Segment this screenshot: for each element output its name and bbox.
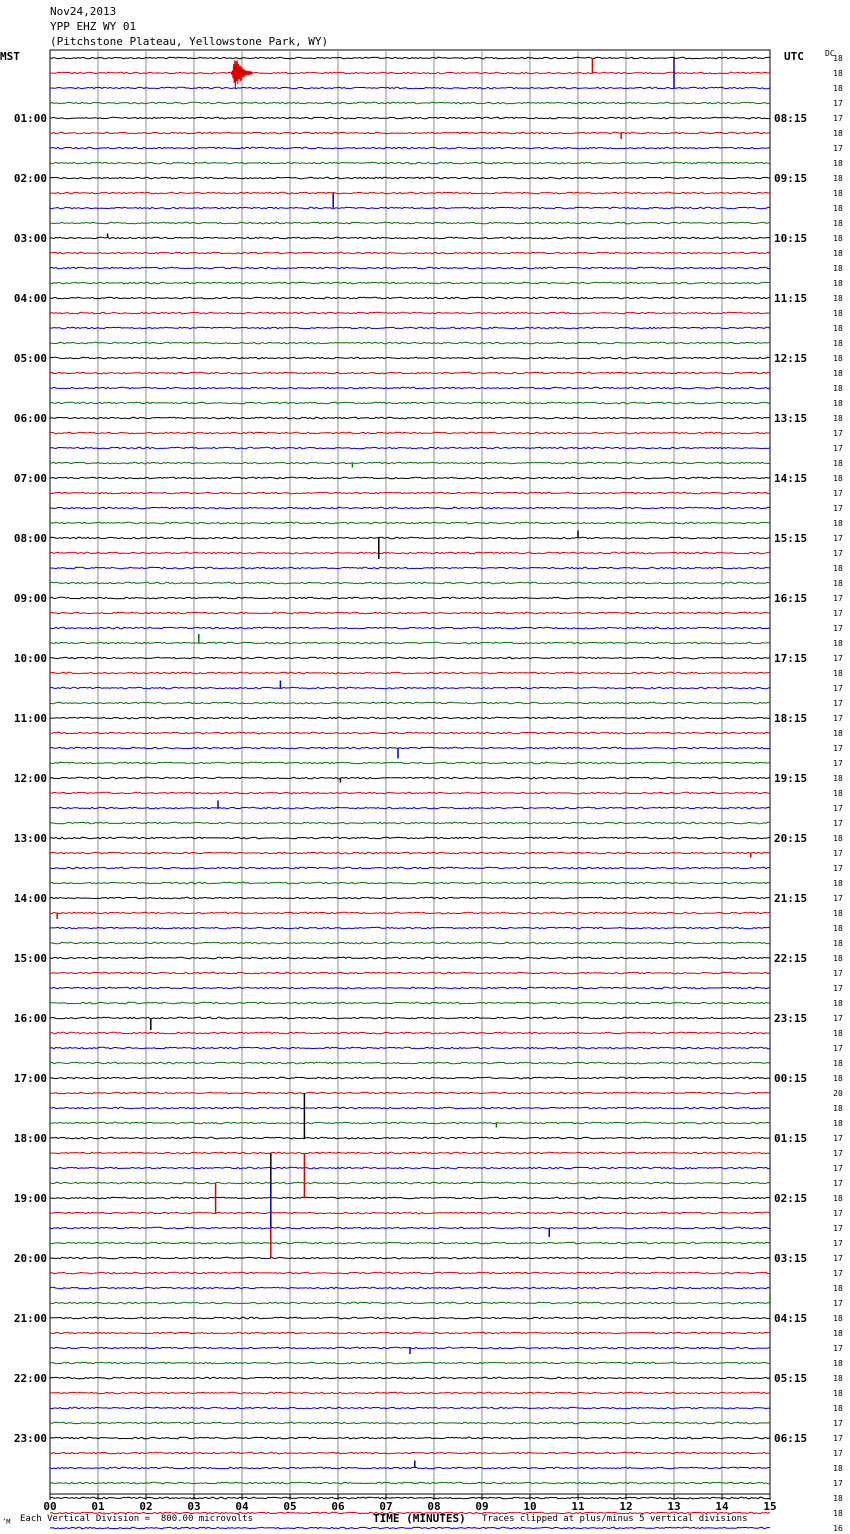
mst-hour-label: 04:00 bbox=[13, 292, 47, 305]
utc-hour-label: 12:15 bbox=[774, 352, 808, 365]
dc-offset-label: 18 bbox=[833, 309, 843, 318]
mst-hour-label: 14:00 bbox=[13, 892, 47, 905]
dc-offset-label: 18 bbox=[833, 249, 843, 258]
dc-offset-label: 17 bbox=[833, 549, 843, 558]
dc-offset-label: 18 bbox=[833, 564, 843, 573]
dc-offset-label: 17 bbox=[833, 654, 843, 663]
trace-line bbox=[50, 147, 770, 149]
dc-offset-label: 17 bbox=[833, 99, 843, 108]
trace-line bbox=[50, 882, 770, 884]
x-tick-label: 13 bbox=[667, 1500, 681, 1513]
trace-line bbox=[50, 357, 770, 359]
trace-line bbox=[50, 402, 770, 404]
trace-line bbox=[50, 432, 770, 434]
dc-offset-label: 17 bbox=[833, 1149, 843, 1158]
mst-hour-label: 20:00 bbox=[13, 1252, 47, 1265]
trace-line bbox=[50, 1122, 770, 1124]
trace-line bbox=[50, 837, 770, 839]
mst-hour-label: 18:00 bbox=[13, 1132, 47, 1145]
x-tick-label: 12 bbox=[619, 1500, 633, 1513]
mst-hour-label: 15:00 bbox=[13, 952, 47, 965]
trace-line bbox=[50, 987, 770, 989]
dc-offset-label: 18 bbox=[833, 1059, 843, 1068]
trace-line bbox=[50, 387, 770, 389]
dc-offset-label: 20 bbox=[833, 1089, 843, 1098]
x-tick-label: 11 bbox=[571, 1500, 585, 1513]
dc-offset-label: 18 bbox=[833, 339, 843, 348]
trace-line bbox=[50, 1332, 770, 1334]
dc-offset-label: 17 bbox=[833, 759, 843, 768]
dc-offset-label: 17 bbox=[833, 534, 843, 543]
trace-line bbox=[50, 282, 770, 284]
dc-offset-label: 18 bbox=[833, 1284, 843, 1293]
trace-line bbox=[50, 1362, 770, 1364]
dc-offset-label: 17 bbox=[833, 1449, 843, 1458]
trace-line bbox=[50, 777, 770, 779]
dc-offset-label: 18 bbox=[833, 459, 843, 468]
trace-line bbox=[50, 1062, 770, 1064]
trace-line bbox=[50, 702, 770, 704]
trace-line bbox=[50, 1317, 770, 1319]
trace-line bbox=[50, 117, 770, 119]
clip-note: Traces clipped at plus/minus 5 vertical divisions bbox=[482, 1514, 748, 1524]
dc-offset-label: 17 bbox=[833, 744, 843, 753]
corner-mark: ’M bbox=[2, 1518, 11, 1526]
trace-line bbox=[50, 1407, 770, 1409]
mst-hour-label: 19:00 bbox=[13, 1192, 47, 1205]
mst-hour-label: 21:00 bbox=[13, 1312, 47, 1325]
x-tick-label: 09 bbox=[475, 1500, 489, 1513]
mst-hour-label: 23:00 bbox=[13, 1432, 47, 1445]
dc-offset-label: 17 bbox=[833, 444, 843, 453]
dc-offset-label: 18 bbox=[833, 879, 843, 888]
utc-hour-label: 02:15 bbox=[774, 1192, 808, 1205]
trace-line bbox=[50, 342, 770, 344]
trace-line bbox=[50, 1302, 770, 1304]
trace-line bbox=[50, 537, 770, 539]
dc-offset-label: 18 bbox=[833, 324, 843, 333]
dc-offset-label: 18 bbox=[833, 789, 843, 798]
dc-offset-label: 17 bbox=[833, 1164, 843, 1173]
trace-line bbox=[50, 897, 770, 899]
dc-offset-label: 17 bbox=[833, 1179, 843, 1188]
dc-offset-label: 18 bbox=[833, 1074, 843, 1083]
trace-line bbox=[50, 717, 770, 719]
dc-offset-label: 16 bbox=[833, 1524, 843, 1533]
trace-line bbox=[50, 852, 770, 854]
utc-hour-label: 13:15 bbox=[774, 412, 808, 425]
mst-hour-label: 13:00 bbox=[13, 832, 47, 845]
dc-offset-label: 17 bbox=[833, 804, 843, 813]
x-tick-label: 04 bbox=[235, 1500, 249, 1513]
trace-line bbox=[50, 1017, 770, 1019]
trace-line bbox=[50, 372, 770, 374]
dc-offset-label: 17 bbox=[833, 429, 843, 438]
mst-hour-label: 07:00 bbox=[13, 472, 47, 485]
utc-hour-label: 15:15 bbox=[774, 532, 808, 545]
dc-offset-label: 18 bbox=[833, 279, 843, 288]
dc-offset-label: 18 bbox=[833, 84, 843, 93]
trace-line bbox=[50, 327, 770, 329]
dc-offset-label: 18 bbox=[833, 1374, 843, 1383]
utc-hour-label: 03:15 bbox=[774, 1252, 808, 1265]
dc-offset-label: 17 bbox=[833, 504, 843, 513]
trace-line bbox=[50, 1197, 770, 1199]
dc-offset-label: 18 bbox=[833, 219, 843, 228]
trace-line bbox=[50, 312, 770, 314]
trace-line bbox=[50, 867, 770, 869]
trace-line bbox=[50, 1422, 770, 1424]
utc-hour-label: 18:15 bbox=[774, 712, 808, 725]
trace-line bbox=[50, 222, 770, 224]
dc-offset-label: 17 bbox=[833, 969, 843, 978]
trace-line bbox=[50, 162, 770, 164]
dc-offset-label: 17 bbox=[833, 864, 843, 873]
x-tick-label: 02 bbox=[139, 1500, 153, 1513]
dc-offset-label: 17 bbox=[833, 714, 843, 723]
dc-offset-label: 17 bbox=[833, 894, 843, 903]
dc-offset-label: 17 bbox=[833, 1224, 843, 1233]
dc-offset-label: 18 bbox=[833, 54, 843, 63]
dc-offset-label: 17 bbox=[833, 984, 843, 993]
dc-offset-label: 18 bbox=[833, 669, 843, 678]
dc-offset-label: 17 bbox=[833, 144, 843, 153]
trace-line bbox=[50, 267, 770, 269]
utc-hour-label: 17:15 bbox=[774, 652, 808, 665]
chart-location: (Pitchstone Plateau, Yellowstone Park, WY) bbox=[50, 35, 329, 48]
utc-hour-label: 10:15 bbox=[774, 232, 808, 245]
dc-offset-label: 18 bbox=[833, 1119, 843, 1128]
trace-line bbox=[50, 1392, 770, 1394]
trace-line bbox=[50, 1497, 770, 1499]
mst-hour-label: 06:00 bbox=[13, 412, 47, 425]
trace-line bbox=[50, 822, 770, 824]
dc-offset-label: 18 bbox=[833, 1194, 843, 1203]
trace-line bbox=[50, 72, 770, 74]
trace-line bbox=[50, 462, 770, 464]
mst-hour-label: 09:00 bbox=[13, 592, 47, 605]
dc-offset-label: 17 bbox=[833, 594, 843, 603]
mst-hour-label: 11:00 bbox=[13, 712, 47, 725]
dc-offset-label: 17 bbox=[833, 819, 843, 828]
utc-hour-label: 05:15 bbox=[774, 1372, 808, 1385]
trace-line bbox=[50, 297, 770, 299]
utc-hour-label: 04:15 bbox=[774, 1312, 808, 1325]
trace-line bbox=[50, 942, 770, 944]
dc-offset-label: 17 bbox=[833, 1044, 843, 1053]
trace-line bbox=[50, 687, 770, 689]
dc-offset-label: 18 bbox=[833, 1359, 843, 1368]
trace-line bbox=[50, 1167, 770, 1169]
right-timezone-label: UTC bbox=[784, 50, 804, 63]
trace-line bbox=[50, 417, 770, 419]
x-axis-title: TIME (MINUTES) bbox=[373, 1512, 466, 1525]
trace-line bbox=[50, 477, 770, 479]
dc-header-label: DC bbox=[825, 49, 835, 58]
dc-offset-label: 17 bbox=[833, 1239, 843, 1248]
dc-offset-label: 18 bbox=[833, 354, 843, 363]
trace-line bbox=[50, 492, 770, 494]
trace-line bbox=[50, 957, 770, 959]
trace-line bbox=[50, 552, 770, 554]
dc-offset-label: 18 bbox=[833, 999, 843, 1008]
trace-line bbox=[50, 1137, 770, 1139]
dc-offset-label: 18 bbox=[833, 1104, 843, 1113]
trace-line bbox=[50, 1272, 770, 1274]
dc-offset-label: 18 bbox=[833, 234, 843, 243]
utc-hour-label: 19:15 bbox=[774, 772, 808, 785]
dc-offset-label: 17 bbox=[833, 1434, 843, 1443]
dc-offset-label: 18 bbox=[833, 369, 843, 378]
trace-line bbox=[50, 582, 770, 584]
mst-hour-label: 08:00 bbox=[13, 532, 47, 545]
dc-offset-label: 18 bbox=[833, 1404, 843, 1413]
dc-offset-label: 17 bbox=[833, 1299, 843, 1308]
trace-line bbox=[50, 132, 770, 134]
trace-line bbox=[50, 1467, 770, 1469]
trace-line bbox=[50, 1092, 770, 1094]
dc-offset-label: 17 bbox=[833, 1134, 843, 1143]
trace-line bbox=[50, 612, 770, 614]
dc-offset-label: 17 bbox=[833, 1419, 843, 1428]
dc-offset-label: 17 bbox=[833, 1014, 843, 1023]
trace-line bbox=[50, 237, 770, 239]
dc-offset-label: 17 bbox=[833, 1479, 843, 1488]
dc-offset-label: 17 bbox=[833, 114, 843, 123]
dc-offset-label: 18 bbox=[833, 1509, 843, 1518]
dc-offset-label: 18 bbox=[833, 1464, 843, 1473]
dc-offset-label: 18 bbox=[833, 1029, 843, 1038]
mst-hour-label: 22:00 bbox=[13, 1372, 47, 1385]
trace-line bbox=[50, 1377, 770, 1379]
dc-offset-label: 18 bbox=[833, 729, 843, 738]
dc-offset-label: 18 bbox=[833, 129, 843, 138]
dc-offset-label: 18 bbox=[833, 639, 843, 648]
dc-offset-label: 18 bbox=[833, 399, 843, 408]
trace-line bbox=[50, 762, 770, 764]
trace-line bbox=[50, 1152, 770, 1154]
trace-line bbox=[50, 1107, 770, 1109]
trace-line bbox=[50, 447, 770, 449]
mst-hour-label: 10:00 bbox=[13, 652, 47, 665]
trace-line bbox=[50, 972, 770, 974]
trace-line bbox=[50, 567, 770, 569]
utc-hour-label: 11:15 bbox=[774, 292, 808, 305]
trace-line bbox=[50, 207, 770, 209]
trace-line bbox=[50, 1002, 770, 1004]
trace-line bbox=[50, 1437, 770, 1439]
dc-offset-label: 18 bbox=[833, 939, 843, 948]
utc-hour-label: 01:15 bbox=[774, 1132, 808, 1145]
x-tick-label: 10 bbox=[523, 1500, 537, 1513]
utc-hour-label: 22:15 bbox=[774, 952, 808, 965]
dc-offset-label: 18 bbox=[833, 264, 843, 273]
dc-offset-label: 18 bbox=[833, 579, 843, 588]
dc-offset-label: 18 bbox=[833, 834, 843, 843]
trace-line bbox=[50, 627, 770, 629]
mst-hour-label: 17:00 bbox=[13, 1072, 47, 1085]
trace-line bbox=[50, 732, 770, 734]
utc-hour-label: 20:15 bbox=[774, 832, 808, 845]
dc-offset-label: 18 bbox=[833, 774, 843, 783]
dc-offset-label: 18 bbox=[833, 1389, 843, 1398]
trace-line bbox=[50, 87, 770, 89]
dc-offset-label: 18 bbox=[833, 204, 843, 213]
x-tick-label: 08 bbox=[427, 1500, 441, 1513]
x-tick-label: 07 bbox=[379, 1500, 393, 1513]
trace-line bbox=[50, 192, 770, 194]
mst-hour-label: 12:00 bbox=[13, 772, 47, 785]
x-tick-label: 06 bbox=[331, 1500, 345, 1513]
trace-line bbox=[50, 1182, 770, 1184]
chart-title: YPP EHZ WY 01 bbox=[50, 20, 137, 33]
utc-hour-label: 06:15 bbox=[774, 1432, 808, 1445]
dc-offset-label: 18 bbox=[833, 414, 843, 423]
trace-line bbox=[50, 1242, 770, 1244]
dc-offset-label: 18 bbox=[833, 924, 843, 933]
trace-line bbox=[50, 1227, 770, 1229]
dc-offset-label: 17 bbox=[833, 699, 843, 708]
trace-line bbox=[50, 1452, 770, 1454]
utc-hour-label: 00:15 bbox=[774, 1072, 808, 1085]
trace-line bbox=[50, 1047, 770, 1049]
trace-line bbox=[50, 642, 770, 644]
trace-line bbox=[50, 177, 770, 179]
trace-line bbox=[50, 792, 770, 794]
mst-hour-label: 16:00 bbox=[13, 1012, 47, 1025]
trace-line bbox=[50, 807, 770, 809]
scale-note: Each Vertical Division = 800.00 microvolts bbox=[20, 1514, 253, 1524]
plot-frame bbox=[50, 50, 770, 1494]
left-timezone-label: MST bbox=[0, 50, 20, 63]
x-tick-label: 03 bbox=[187, 1500, 201, 1513]
dc-offset-label: 17 bbox=[833, 1269, 843, 1278]
dc-offset-label: 18 bbox=[833, 1494, 843, 1503]
utc-hour-label: 08:15 bbox=[774, 112, 808, 125]
utc-hour-label: 23:15 bbox=[774, 1012, 808, 1025]
trace-line bbox=[50, 657, 770, 659]
x-tick-label: 15 bbox=[763, 1500, 777, 1513]
utc-hour-label: 21:15 bbox=[774, 892, 808, 905]
dc-offset-label: 18 bbox=[833, 174, 843, 183]
dc-offset-label: 18 bbox=[833, 384, 843, 393]
dc-offset-label: 17 bbox=[833, 1254, 843, 1263]
dc-offset-label: 17 bbox=[833, 684, 843, 693]
trace-line bbox=[50, 1032, 770, 1034]
trace-line bbox=[50, 1527, 770, 1529]
mst-hour-label: 03:00 bbox=[13, 232, 47, 245]
x-tick-label: 01 bbox=[91, 1500, 105, 1513]
dc-offset-label: 18 bbox=[833, 159, 843, 168]
mst-hour-label: 05:00 bbox=[13, 352, 47, 365]
dc-offset-label: 18 bbox=[833, 1314, 843, 1323]
dc-offset-label: 17 bbox=[833, 849, 843, 858]
dc-offset-label: 18 bbox=[833, 294, 843, 303]
dc-offset-label: 17 bbox=[833, 1209, 843, 1218]
dc-offset-label: 18 bbox=[833, 519, 843, 528]
mst-hour-label: 02:00 bbox=[13, 172, 47, 185]
trace-line bbox=[50, 1077, 770, 1079]
dc-offset-label: 17 bbox=[833, 489, 843, 498]
dc-offset-label: 18 bbox=[833, 909, 843, 918]
dc-offset-label: 18 bbox=[833, 954, 843, 963]
trace-line bbox=[50, 747, 770, 749]
dc-offset-label: 17 bbox=[833, 609, 843, 618]
chart-date: Nov24,2013 bbox=[50, 5, 117, 18]
x-tick-label: 14 bbox=[715, 1500, 729, 1513]
trace-line bbox=[50, 597, 770, 599]
x-tick-label: 05 bbox=[283, 1500, 297, 1513]
trace-line bbox=[50, 1482, 770, 1484]
trace-line bbox=[50, 1287, 770, 1289]
dc-offset-label: 18 bbox=[833, 474, 843, 483]
x-tick-label: 00 bbox=[43, 1500, 57, 1513]
trace-line bbox=[50, 912, 770, 914]
utc-hour-label: 14:15 bbox=[774, 472, 808, 485]
dc-offset-label: 18 bbox=[833, 1329, 843, 1338]
trace-line bbox=[50, 1212, 770, 1214]
trace-line bbox=[50, 252, 770, 254]
trace-line bbox=[50, 507, 770, 509]
dc-offset-label: 18 bbox=[833, 189, 843, 198]
trace-line bbox=[50, 672, 770, 674]
mst-hour-label: 01:00 bbox=[13, 112, 47, 125]
trace-line bbox=[50, 522, 770, 524]
trace-line bbox=[50, 927, 770, 929]
dc-offset-label: 17 bbox=[833, 1344, 843, 1353]
dc-offset-label: 17 bbox=[833, 624, 843, 633]
utc-hour-label: 16:15 bbox=[774, 592, 808, 605]
dc-offset-label: 18 bbox=[833, 69, 843, 78]
trace-line bbox=[50, 102, 770, 104]
trace-line bbox=[50, 1257, 770, 1259]
utc-hour-label: 09:15 bbox=[774, 172, 808, 185]
trace-line bbox=[50, 57, 770, 59]
